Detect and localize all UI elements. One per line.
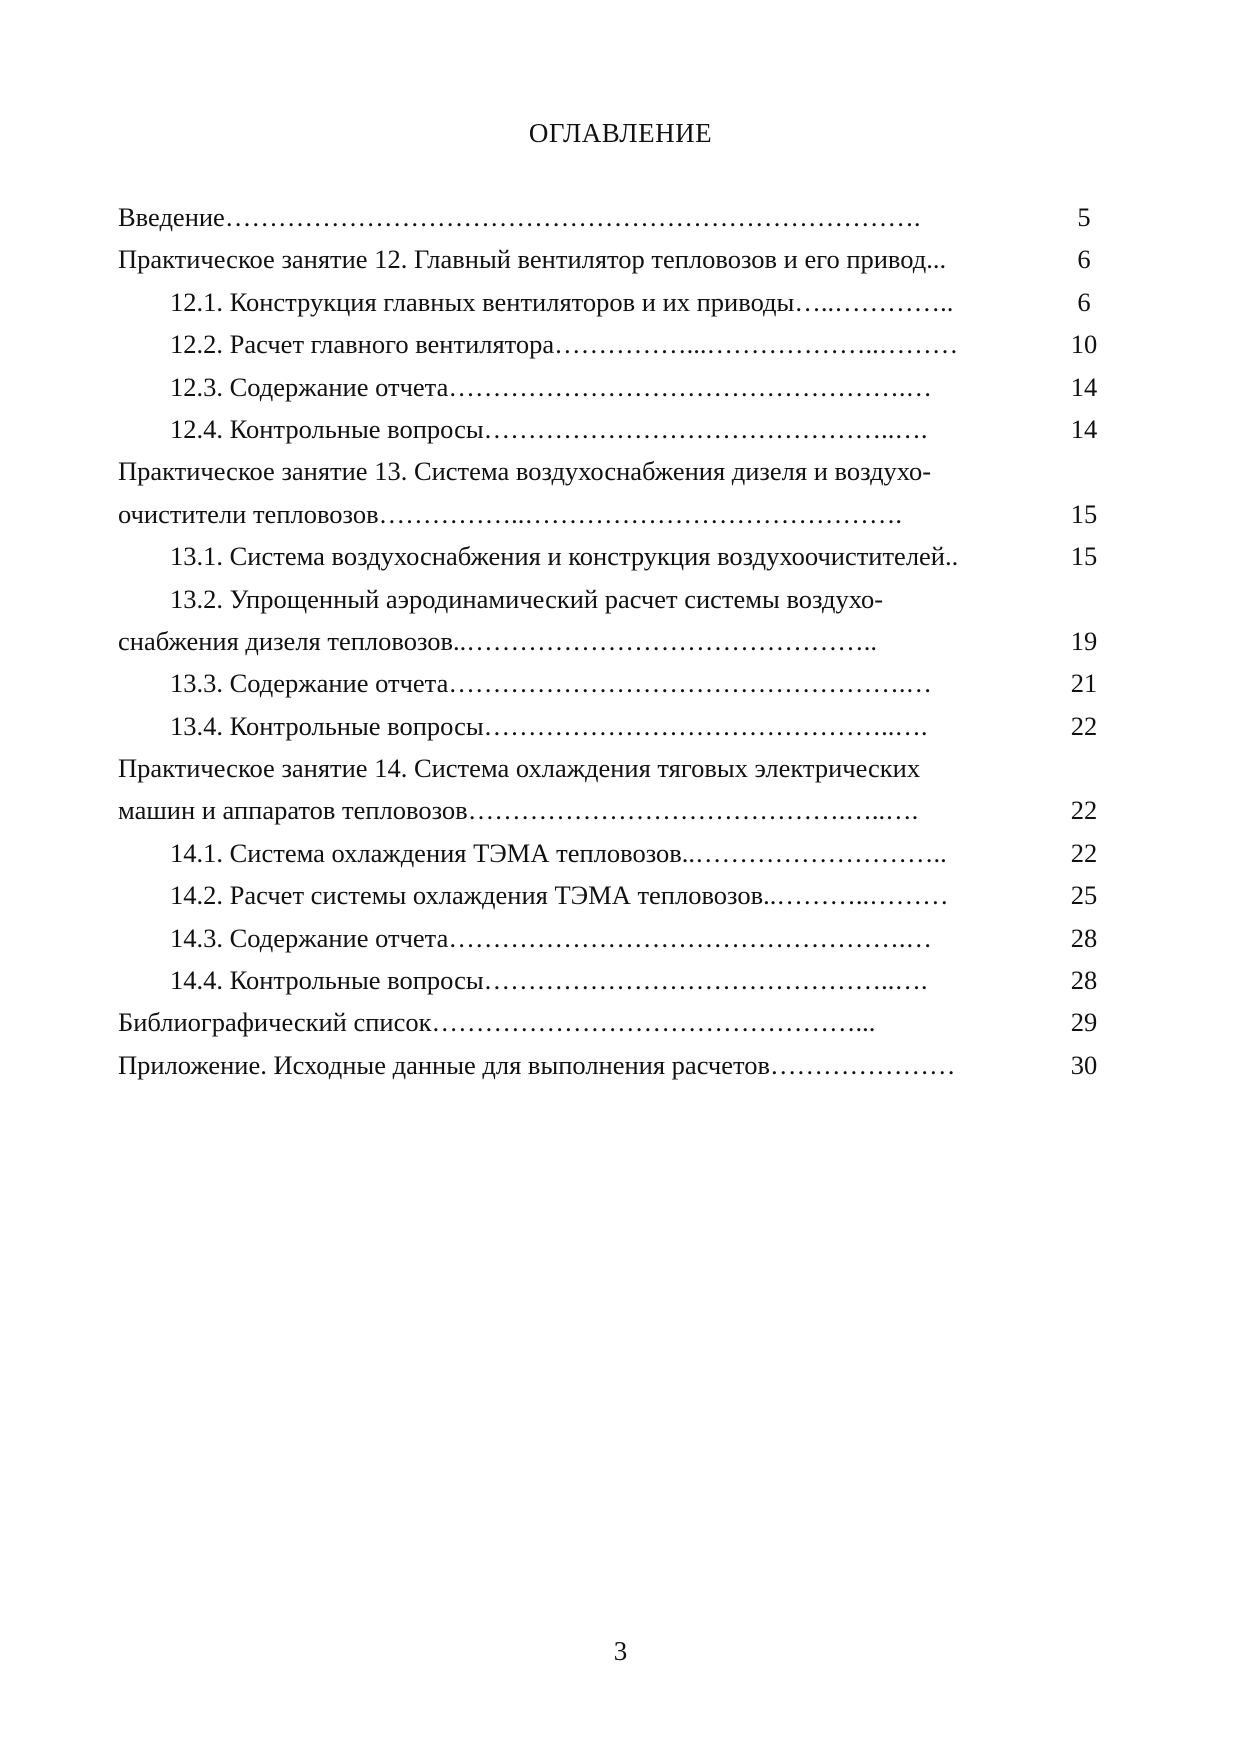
toc-entry-text: 12.3. Содержание отчета…………………………………………….… bbox=[170, 371, 932, 402]
toc-entry-page: 15 bbox=[1070, 498, 1098, 529]
toc-entry bbox=[118, 1044, 1108, 1086]
toc-entry-page: 6 bbox=[1077, 244, 1091, 275]
toc-entry-text: 12.2. Расчет главного вентилятора……………...………………..……… bbox=[170, 329, 959, 360]
toc-entry bbox=[118, 323, 1108, 365]
toc-entry-text: 13.2. Упрощенный аэродинамический расчет системы воздухо- bbox=[170, 583, 884, 614]
toc-entry bbox=[118, 959, 1108, 1001]
toc-entry-page: 28 bbox=[1070, 922, 1098, 953]
toc-entry bbox=[118, 662, 1108, 704]
toc-entry-text: 12.1. Конструкция главных вентиляторов и их приводы…..………….. bbox=[170, 286, 954, 317]
toc-entry-text: 14.2. Расчет системы охлаждения ТЭМА тепловозов..………..……… bbox=[170, 880, 949, 911]
toc-entry-text: 14.3. Содержание отчета…………………………………………….… bbox=[170, 922, 932, 953]
toc-entry-page: 14 bbox=[1070, 413, 1098, 444]
toc-entry bbox=[118, 238, 1108, 280]
toc-entry bbox=[118, 450, 1108, 492]
toc-entry-page: 21 bbox=[1070, 668, 1098, 699]
toc-entry-page: 22 bbox=[1070, 795, 1098, 826]
toc-entry-text: 14.1. Система охлаждения ТЭМА тепловозов..……………………….. bbox=[170, 837, 947, 868]
toc-entry-text: 13.3. Содержание отчета…………………………………………….… bbox=[170, 668, 932, 699]
toc-entry-page: 14 bbox=[1070, 371, 1098, 402]
toc-entry-text: 13.1. Система воздухоснабжения и конструкция воздухоочистителей.. bbox=[170, 541, 959, 572]
toc-entry bbox=[118, 917, 1108, 959]
toc-entry-page: 22 bbox=[1070, 837, 1098, 868]
toc-entry-page: 30 bbox=[1070, 1049, 1098, 1080]
page-number: 3 bbox=[613, 1636, 628, 1666]
toc-entry-text: машин и аппаратов тепловозов…………………………………….…..…. bbox=[118, 795, 919, 826]
toc-entry-text: 12.4. Контрольные вопросы………………………………………..…. bbox=[170, 413, 928, 444]
toc-entry-page: 28 bbox=[1070, 965, 1098, 996]
toc-entry-page: 5 bbox=[1077, 202, 1091, 232]
toc-entry-text: Приложение. Исходные данные для выполнения расчетов………………… bbox=[118, 1049, 956, 1080]
toc-entry bbox=[118, 535, 1108, 577]
toc-entry bbox=[118, 578, 1108, 620]
table-of-contents bbox=[118, 196, 1108, 1086]
toc-entry-text: Введение……………………………………………………………………. bbox=[118, 202, 921, 232]
toc-entry bbox=[118, 281, 1108, 323]
toc-entry-page: 29 bbox=[1070, 1007, 1098, 1038]
toc-entry-text: Практическое занятие 12. Главный вентилятор тепловозов и его привод... bbox=[118, 244, 947, 275]
toc-entry-page: 22 bbox=[1070, 710, 1098, 741]
toc-entry-text: Библиографический список…………………………………………... bbox=[118, 1007, 876, 1038]
toc-entry bbox=[118, 366, 1108, 408]
toc-entry-text: Практическое занятие 13. Система воздухоснабжения дизеля и воздухо- bbox=[118, 456, 932, 487]
toc-entry bbox=[118, 1001, 1108, 1043]
toc-entry bbox=[118, 874, 1108, 916]
toc-entry-page: 10 bbox=[1070, 329, 1098, 360]
toc-entry bbox=[118, 705, 1108, 747]
toc-entry bbox=[118, 832, 1108, 874]
toc-entry-text: снабжения дизеля тепловозов..……………………………………….. bbox=[118, 625, 878, 656]
toc-entry bbox=[118, 408, 1108, 450]
toc-entry-text: 14.4. Контрольные вопросы………………………………………..…. bbox=[170, 965, 928, 996]
toc-entry-text: 13.4. Контрольные вопросы………………………………………..…. bbox=[170, 710, 928, 741]
toc-heading: ОГЛАВЛЕНИЕ bbox=[528, 118, 713, 148]
toc-entry-page: 15 bbox=[1070, 541, 1098, 572]
toc-entry-page: 25 bbox=[1070, 880, 1098, 911]
toc-entry bbox=[118, 620, 1108, 662]
toc-entry bbox=[118, 789, 1108, 831]
toc-entry-page: 6 bbox=[1077, 286, 1091, 317]
toc-entry bbox=[118, 493, 1108, 535]
toc-entry bbox=[118, 196, 1108, 238]
toc-entry bbox=[118, 747, 1108, 789]
toc-entry-text: Практическое занятие 14. Система охлаждения тяговых электрических bbox=[118, 753, 921, 784]
toc-entry-page: 19 bbox=[1070, 625, 1098, 656]
toc-entry-text: очистители тепловозов……………..……………………………………. bbox=[118, 498, 903, 529]
